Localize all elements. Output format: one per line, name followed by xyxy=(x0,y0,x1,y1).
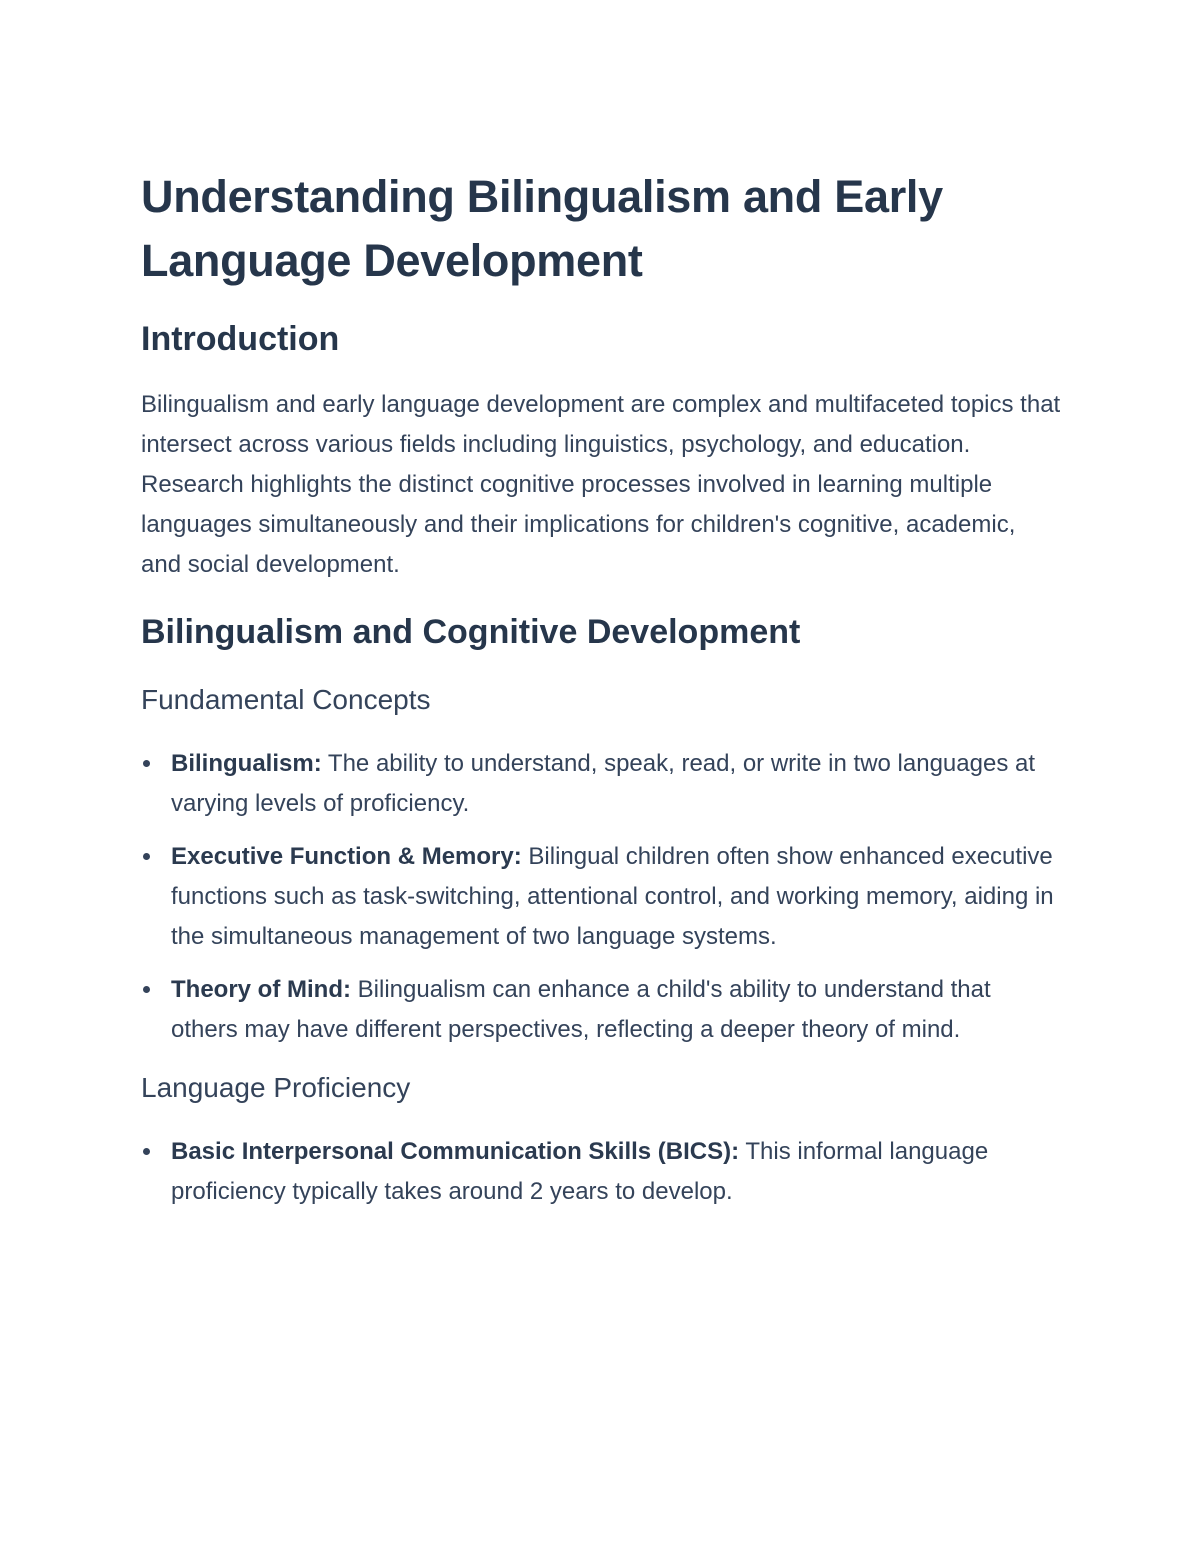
bullet-icon xyxy=(143,760,150,767)
list-item-term: Bilingualism: xyxy=(171,750,322,777)
bullet-icon xyxy=(143,1148,150,1155)
bullet-icon xyxy=(143,986,150,993)
cognitive-development-heading: Bilingualism and Cognitive Development xyxy=(141,613,801,651)
language-proficiency-list xyxy=(141,1132,1061,1212)
fundamental-concepts-list xyxy=(141,744,1061,1050)
list-item-text: Bilingual children often show enhanced executive functions such as task-switching, attentional control, and working memory, aiding in the simultaneous management of two language systems. xyxy=(171,843,1054,950)
introduction-paragraph: Bilingualism and early language development are complex and multifaceted topics that intersect across various fields including linguistics, psychology, and education. Research highlights the distinct cognitive processes involved in learning multiple languages simultaneously and their implications for children's cognitive, academic, and social development. xyxy=(141,391,1061,578)
list-item-term: Basic Interpersonal Communication Skills (BICS): xyxy=(171,1138,740,1165)
bullet-icon xyxy=(143,853,150,860)
list-item-text: This informal language proficiency typically takes around 2 years to develop. xyxy=(171,1138,989,1205)
list-item-term: Executive Function & Memory: xyxy=(171,843,522,870)
introduction-heading: Introduction xyxy=(141,320,340,358)
list-item xyxy=(141,837,1061,957)
document-page xyxy=(141,165,1061,1225)
list-item-text: Bilingualism can enhance a child's ability to understand that others may have different perspectives, reflecting a deeper theory of mind. xyxy=(171,976,991,1043)
list-item-term: Theory of Mind: xyxy=(171,976,351,1003)
fundamental-concepts-heading: Fundamental Concepts xyxy=(141,684,431,715)
language-proficiency-heading: Language Proficiency xyxy=(141,1072,411,1103)
list-item xyxy=(141,744,1061,824)
list-item xyxy=(141,970,1061,1050)
document-title: Understanding Bilingualism and Early Language Development xyxy=(141,171,943,286)
list-item xyxy=(141,1132,1061,1212)
list-item-text: The ability to understand, speak, read, or write in two languages at varying levels of proficiency. xyxy=(171,750,1035,817)
